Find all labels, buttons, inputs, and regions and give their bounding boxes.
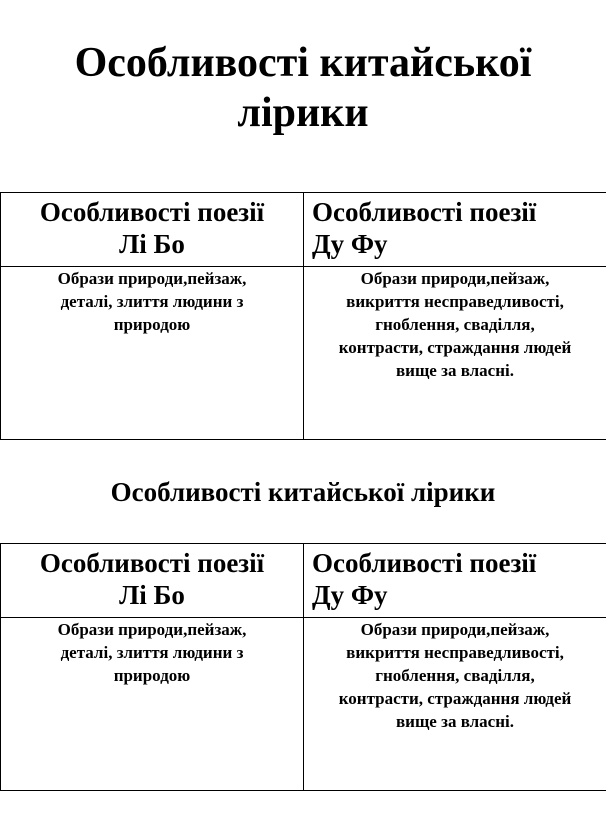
du-fu-text-line: викриття несправедливості, bbox=[346, 643, 564, 662]
body-cell-li-bo bbox=[1, 618, 304, 791]
main-title-line-2: лірики bbox=[237, 90, 369, 136]
main-title-line-1: Особливості китайської bbox=[74, 40, 532, 86]
header-du-fu-line-2: Ду Фу bbox=[312, 580, 388, 610]
sub-title: Особливості китайської лірики bbox=[110, 477, 496, 507]
du-fu-text-line: Образи природи,пейзаж, bbox=[360, 620, 550, 639]
du-fu-text-line: вище за власні. bbox=[395, 361, 514, 380]
header-cell-du-fu bbox=[304, 193, 606, 267]
header-cell-du-fu bbox=[304, 544, 606, 618]
li-bo-text-line: Образи природи,пейзаж, bbox=[57, 620, 247, 639]
header-du-fu-line-1: Особливості поезії bbox=[312, 548, 537, 578]
header-li-bo-line-1: Особливості поезії bbox=[39, 197, 265, 227]
table-header-row bbox=[1, 544, 606, 618]
du-fu-text-line: контрасти, страждання людей bbox=[338, 338, 572, 357]
header-li-bo-line-2: Лі Бо bbox=[119, 580, 185, 610]
li-bo-text-line: деталі, злиття людини з bbox=[60, 292, 244, 311]
comparison-table-top bbox=[0, 192, 606, 440]
du-fu-text-line: контрасти, страждання людей bbox=[338, 689, 572, 708]
table-body-row bbox=[1, 618, 606, 791]
body-cell-li-bo bbox=[1, 267, 304, 440]
header-du-fu-line-2: Ду Фу bbox=[312, 229, 388, 259]
du-fu-text-line: гноблення, сваділля, bbox=[375, 666, 535, 685]
header-cell-li-bo bbox=[1, 544, 304, 618]
li-bo-text-line: природою bbox=[113, 315, 191, 334]
table-body-row bbox=[1, 267, 606, 440]
du-fu-text-line: вище за власні. bbox=[395, 712, 514, 731]
body-cell-du-fu bbox=[304, 618, 606, 791]
body-cell-du-fu bbox=[304, 267, 606, 440]
header-cell-li-bo bbox=[1, 193, 304, 267]
li-bo-text-line: Образи природи,пейзаж, bbox=[57, 269, 247, 288]
table-header-row bbox=[1, 193, 606, 267]
header-li-bo-line-1: Особливості поезії bbox=[39, 548, 265, 578]
header-du-fu-line-1: Особливості поезії bbox=[312, 197, 537, 227]
du-fu-text-line: викриття несправедливості, bbox=[346, 292, 564, 311]
du-fu-text-line: гноблення, сваділля, bbox=[375, 315, 535, 334]
header-li-bo-line-2: Лі Бо bbox=[119, 229, 185, 259]
li-bo-text-line: деталі, злиття людини з bbox=[60, 643, 244, 662]
comparison-table-bottom bbox=[0, 543, 606, 791]
du-fu-text-line: Образи природи,пейзаж, bbox=[360, 269, 550, 288]
li-bo-text-line: природою bbox=[113, 666, 191, 685]
main-title bbox=[0, 38, 606, 138]
